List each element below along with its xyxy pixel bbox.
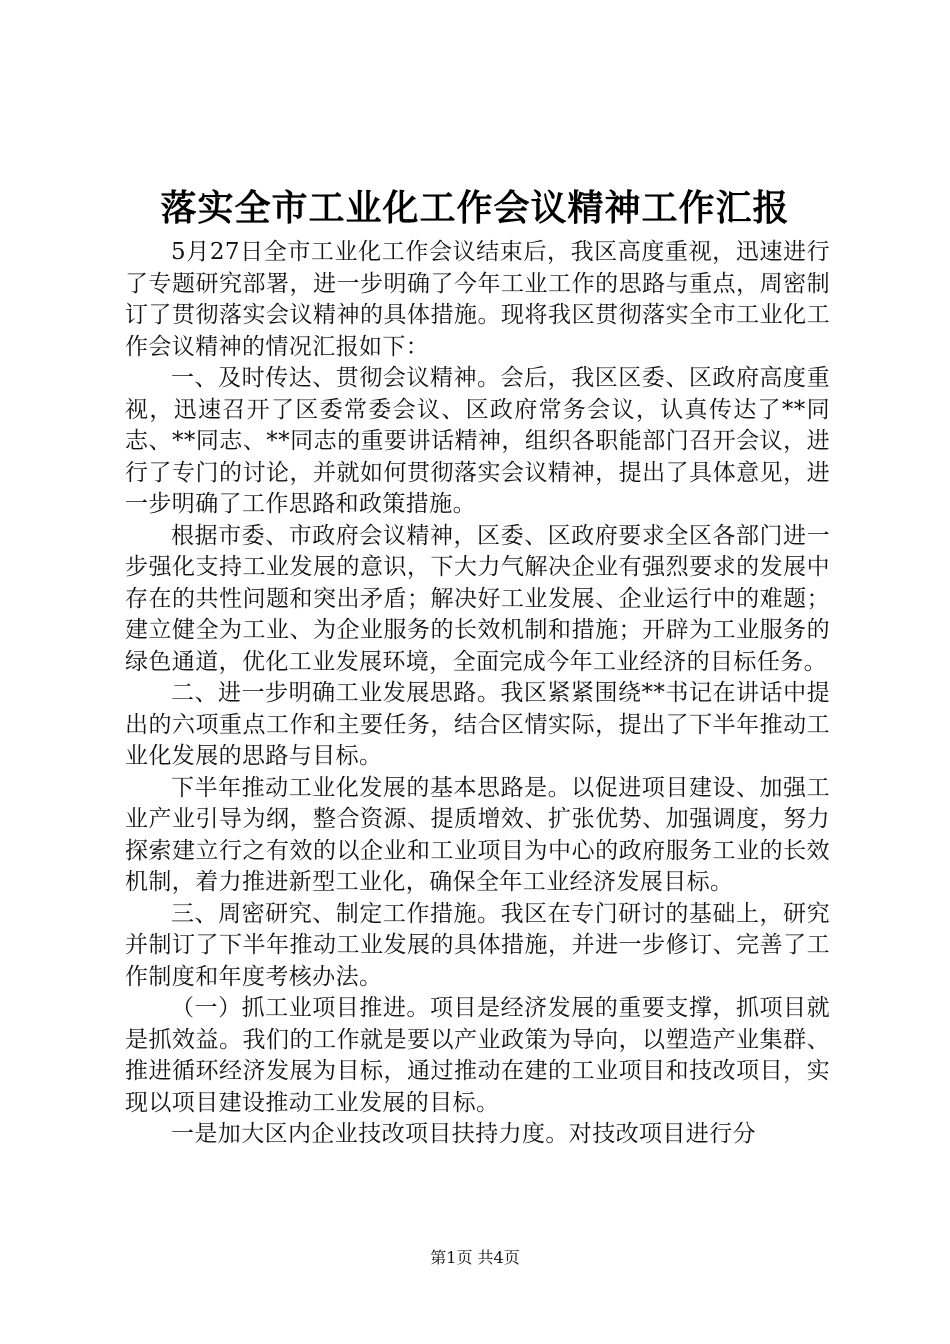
paragraph-section-1: 一、及时传达、贯彻会议精神。会后，我区区委、区政府高度重视，迅速召开了区委常委会议、区政府常务会议，认真传达了**同志、**同志、**同志的重要讲话精神，组织各职能部门召开会议，进行了专门的讨论，并就如何贯彻落实会议精神，提出了具体意见，进一步明确了工作思路和政策措施。 (125, 365, 830, 517)
page-number-footer: 第1页 共4页 (430, 1248, 520, 1267)
paragraph-section-1-detail: 根据市委、市政府会议精神，区委、区政府要求全区各部门进一步强化支持工业发展的意识，下大力气解决企业有强烈要求的发展中存在的共性问题和突出矛盾；解决好工业发展、企业运行中的难题；建立健全为工业、为企业服务的长效机制和措施；开辟为工业服务的绿色通道，优化工业发展环境，全面完成今年工业经济的目标任务。 (125, 522, 830, 675)
paragraph-item-1: 一是加大区内企业技改项目扶持力度。对技改项目进行分 (171, 1121, 756, 1147)
paragraph-section-3: 三、周密研究、制定工作措施。我区在专门研讨的基础上，研究并制订了下半年推动工业发展的具体措施，并进一步修订、完善了工作制度和年度考核办法。 (125, 900, 830, 990)
document-body (125, 237, 830, 1151)
paragraph-section-2-detail: 下半年推动工业化发展的基本思路是。以促进项目建设、加强工业产业引导为纲，整合资源、提质增效、扩张优势、加强调度，努力探索建立行之有效的以企业和工业项目为中心的政府服务工业的长效机制，着力推进新型工业化，确保全年工业经济发展目标。 (125, 774, 830, 895)
paragraph-section-2: 二、进一步明确工业发展思路。我区紧紧围绕**书记在讲话中提出的六项重点工作和主要任务，结合区情实际，提出了下半年推动工业化发展的思路与目标。 (125, 680, 830, 769)
paragraph-subsection-1: （一）抓工业项目推进。项目是经济发展的重要支撑，抓项目就是抓效益。我们的工作就是要以产业政策为导向，以塑造产业集群、推进循环经济发展为目标，通过推动在建的工业项目和技改项目，实现以项目建设推动工业发展的目标。 (125, 995, 830, 1116)
paragraph-intro: 5月27日全市工业化工作会议结束后，我区高度重视，迅速进行了专题研究部署，进一步明确了今年工业工作的思路与重点，周密制订了贯彻落实会议精神的具体措施。现将我区贯彻落实全市工业化工作会议精神的情况汇报如下： (125, 239, 830, 360)
document-title: 落实全市工业化工作会议精神工作汇报 (160, 187, 790, 229)
